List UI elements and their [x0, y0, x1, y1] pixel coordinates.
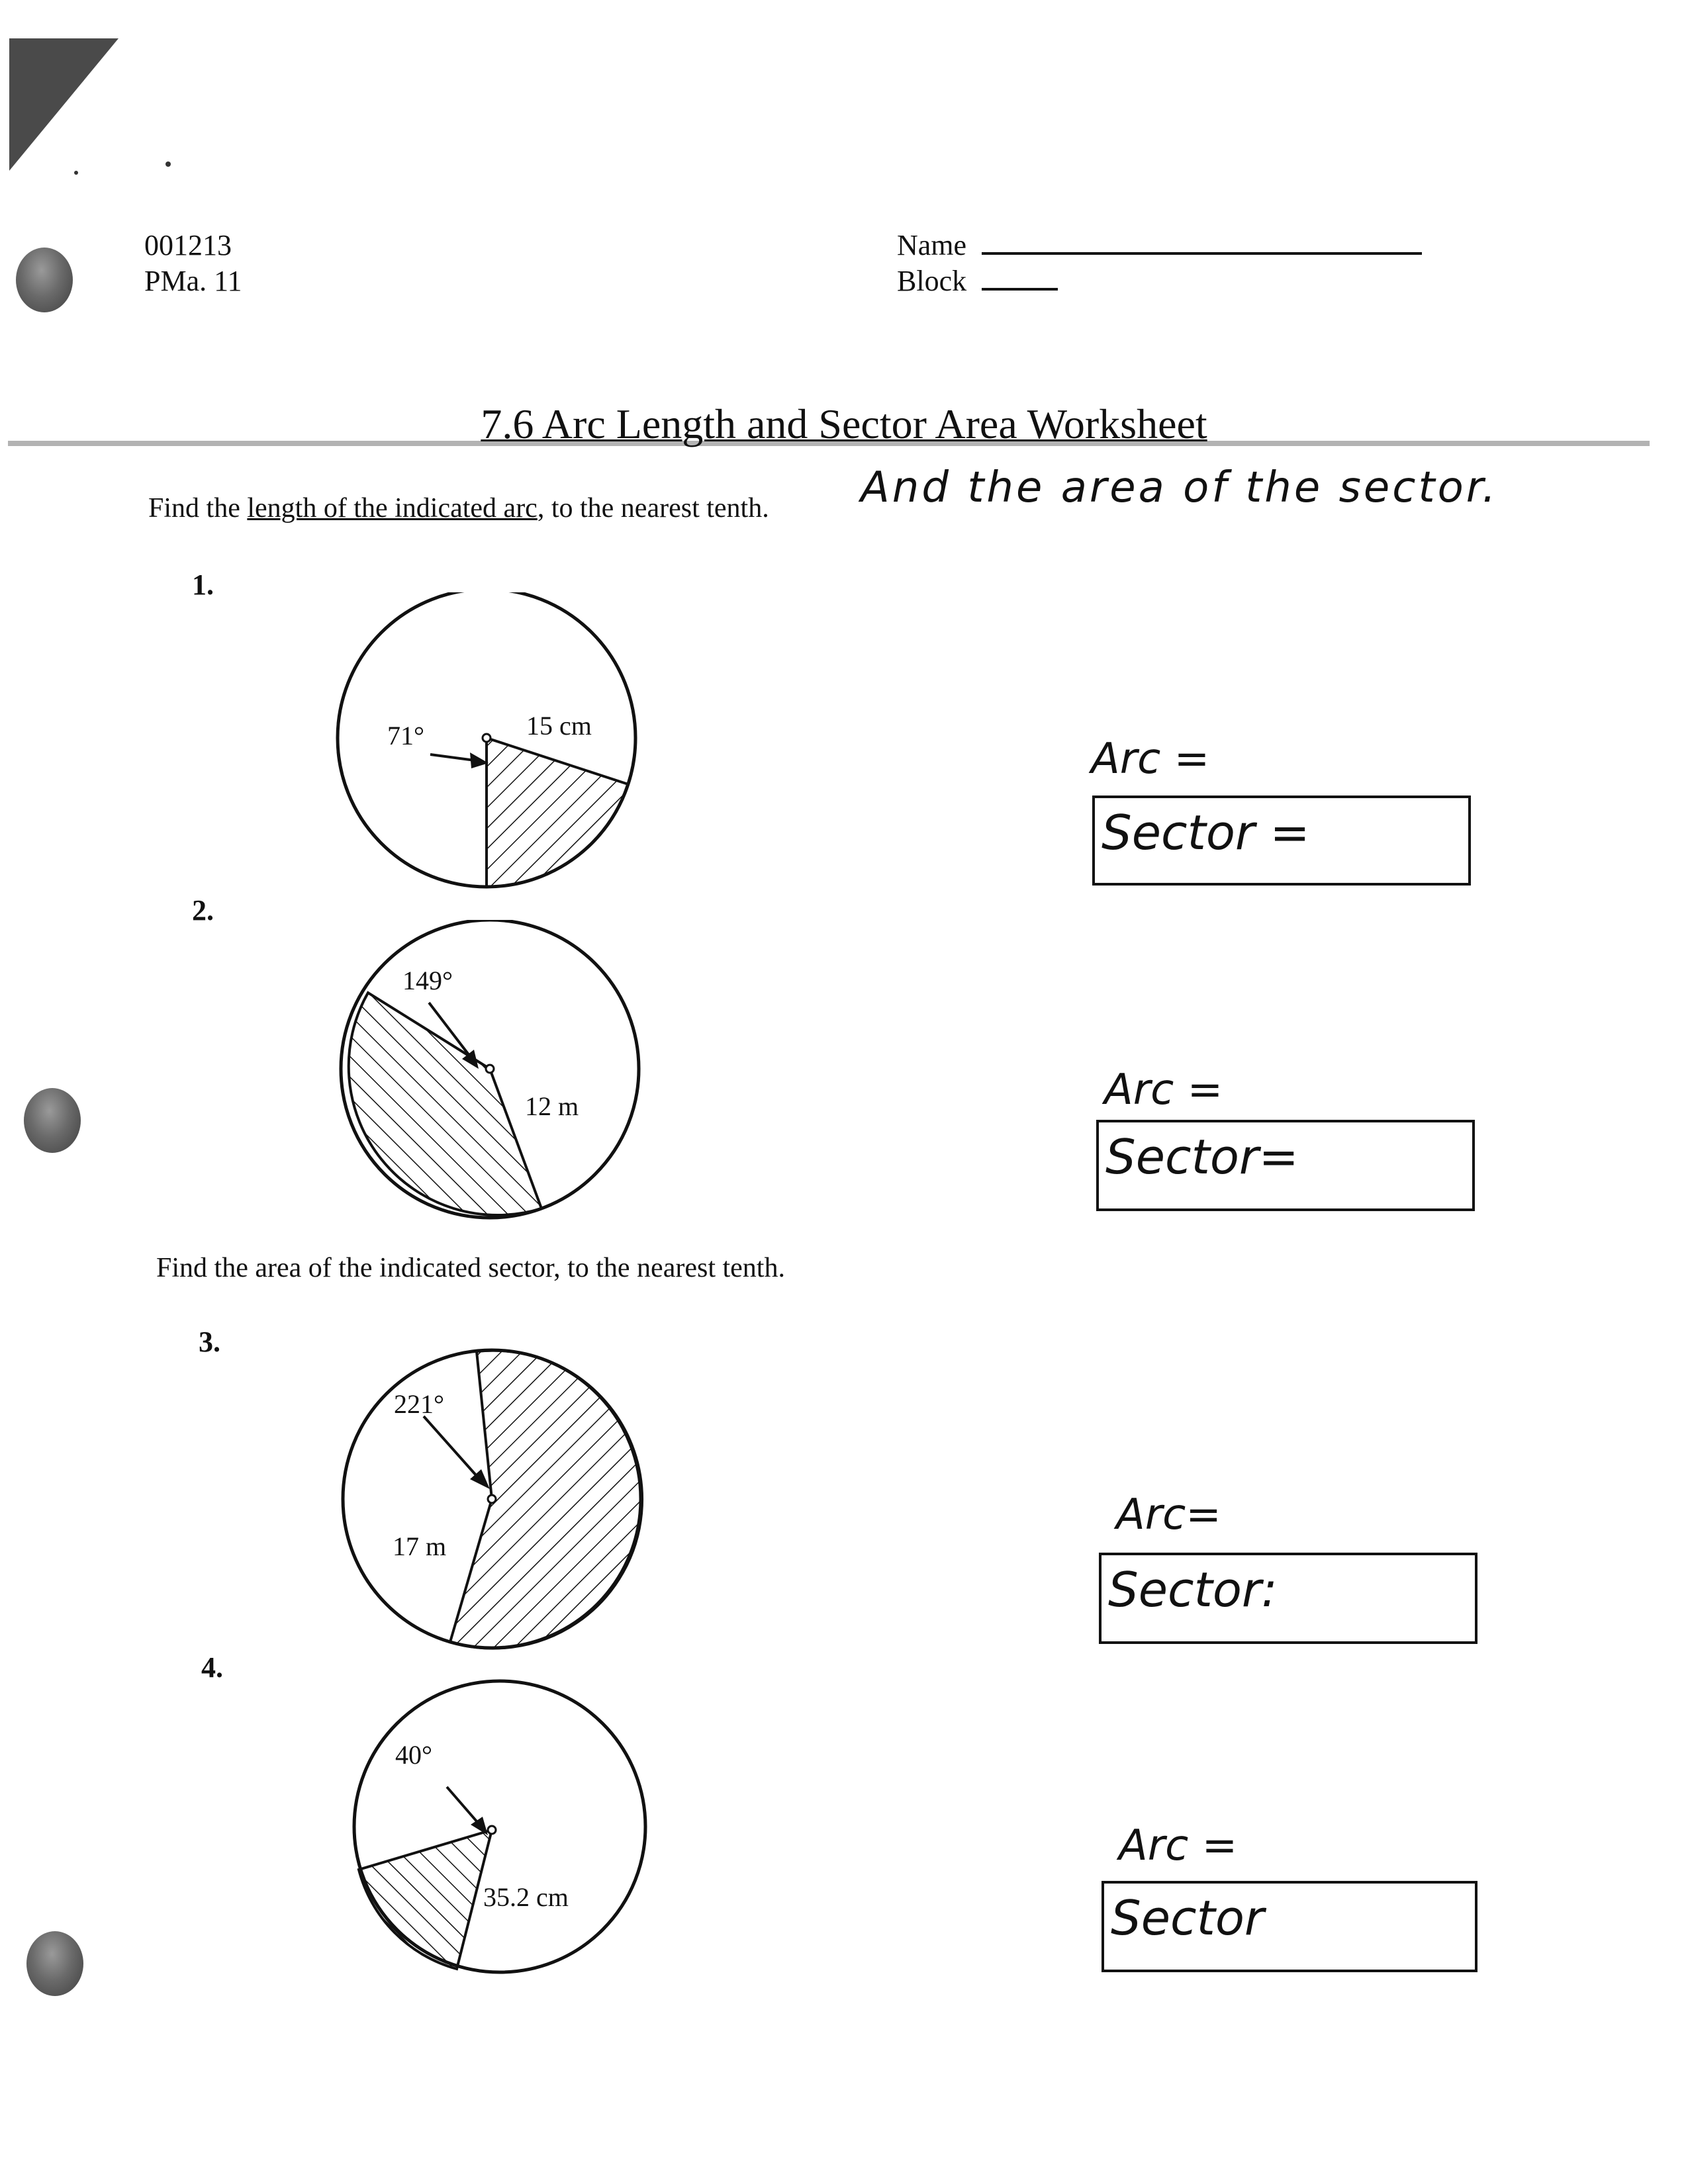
- problem-2-angle: 149°: [402, 966, 453, 995]
- problem-4-sector-answer-box[interactable]: [1102, 1881, 1477, 1972]
- problem-4-center: [488, 1826, 496, 1834]
- problem-2-sector-answer-box[interactable]: [1096, 1120, 1475, 1211]
- problem-4-number: 4.: [201, 1651, 223, 1684]
- problem-1-arc-answer: Arc =: [1091, 735, 1210, 784]
- problem-2-sector-answer: Sector=: [1105, 1129, 1299, 1185]
- problem-3-figure: [341, 1347, 659, 1658]
- problem-1-radius: 15 cm: [526, 711, 592, 741]
- problem-3-radius: 17 m: [393, 1531, 447, 1561]
- scan-speck: [74, 171, 78, 175]
- block-label: Block: [897, 265, 967, 297]
- problem-2-radius: 12 m: [525, 1091, 579, 1121]
- problem-4-sector-answer: Sector: [1111, 1890, 1264, 1946]
- problem-2-number: 2.: [192, 894, 214, 927]
- problem-4-angle-arrow: [447, 1787, 481, 1827]
- name-label: Name: [897, 229, 967, 261]
- worksheet-code: 001213: [144, 229, 232, 261]
- problem-2-arc-answer: Arc =: [1104, 1066, 1223, 1115]
- problem-3-number: 3.: [199, 1326, 220, 1358]
- scan-corner-fold: [9, 38, 118, 171]
- punch-hole-bottom: [26, 1931, 83, 1996]
- instruction-sector-area: Find the area of the indicated sector, to the nearest tenth.: [156, 1253, 785, 1283]
- page-title: 7.6 Arc Length and Sector Area Worksheet: [481, 400, 1207, 447]
- problem-2-center: [486, 1065, 494, 1073]
- problem-1-sector-answer-box[interactable]: [1092, 796, 1471, 886]
- name-blank[interactable]: [982, 252, 1422, 255]
- problem-3-sector-answer-box[interactable]: [1099, 1553, 1477, 1644]
- problem-1-angle: 71°: [387, 721, 424, 751]
- problem-1-sector-answer: Sector =: [1102, 805, 1310, 860]
- problem-4-radius: 35.2 cm: [483, 1882, 569, 1912]
- problem-2-shaded-sector: [349, 993, 541, 1215]
- problem-3-arc-answer: Arc=: [1116, 1490, 1221, 1539]
- problem-4-circle: [354, 1681, 645, 1972]
- problem-3-angle: 221°: [394, 1389, 444, 1419]
- problem-4-figure: [348, 1678, 665, 1989]
- problem-3-shaded-sector: [450, 1351, 642, 1649]
- punch-hole-middle: [24, 1088, 81, 1153]
- problem-1-shaded-sector: [487, 738, 628, 887]
- course-code: PMa. 11: [144, 265, 242, 297]
- block-field[interactable]: [897, 263, 1058, 299]
- problem-4-angle: 40°: [395, 1740, 432, 1770]
- block-blank[interactable]: [982, 288, 1058, 291]
- problem-1-center: [483, 734, 491, 742]
- instruction-underlined: length of the indicated arc: [247, 493, 538, 523]
- scan-speck: [165, 161, 171, 167]
- problem-2-figure: [336, 920, 654, 1231]
- problem-3-sector-answer: Sector:: [1108, 1562, 1278, 1617]
- problem-1-number: 1.: [192, 569, 214, 601]
- instruction-arc-length: Find the length of the indicated arc, to the nearest tenth.: [148, 493, 769, 523]
- name-field[interactable]: [897, 228, 1422, 263]
- problem-4-shaded-sector: [359, 1830, 492, 1969]
- handwritten-instruction: And the area of the sector.: [861, 463, 1499, 512]
- problem-4-arc-answer: Arc =: [1119, 1821, 1238, 1870]
- problem-1-figure: [331, 592, 649, 903]
- problem-3-angle-arrow: [424, 1416, 477, 1476]
- punch-hole-top: [16, 248, 73, 312]
- problem-3-center: [488, 1495, 496, 1503]
